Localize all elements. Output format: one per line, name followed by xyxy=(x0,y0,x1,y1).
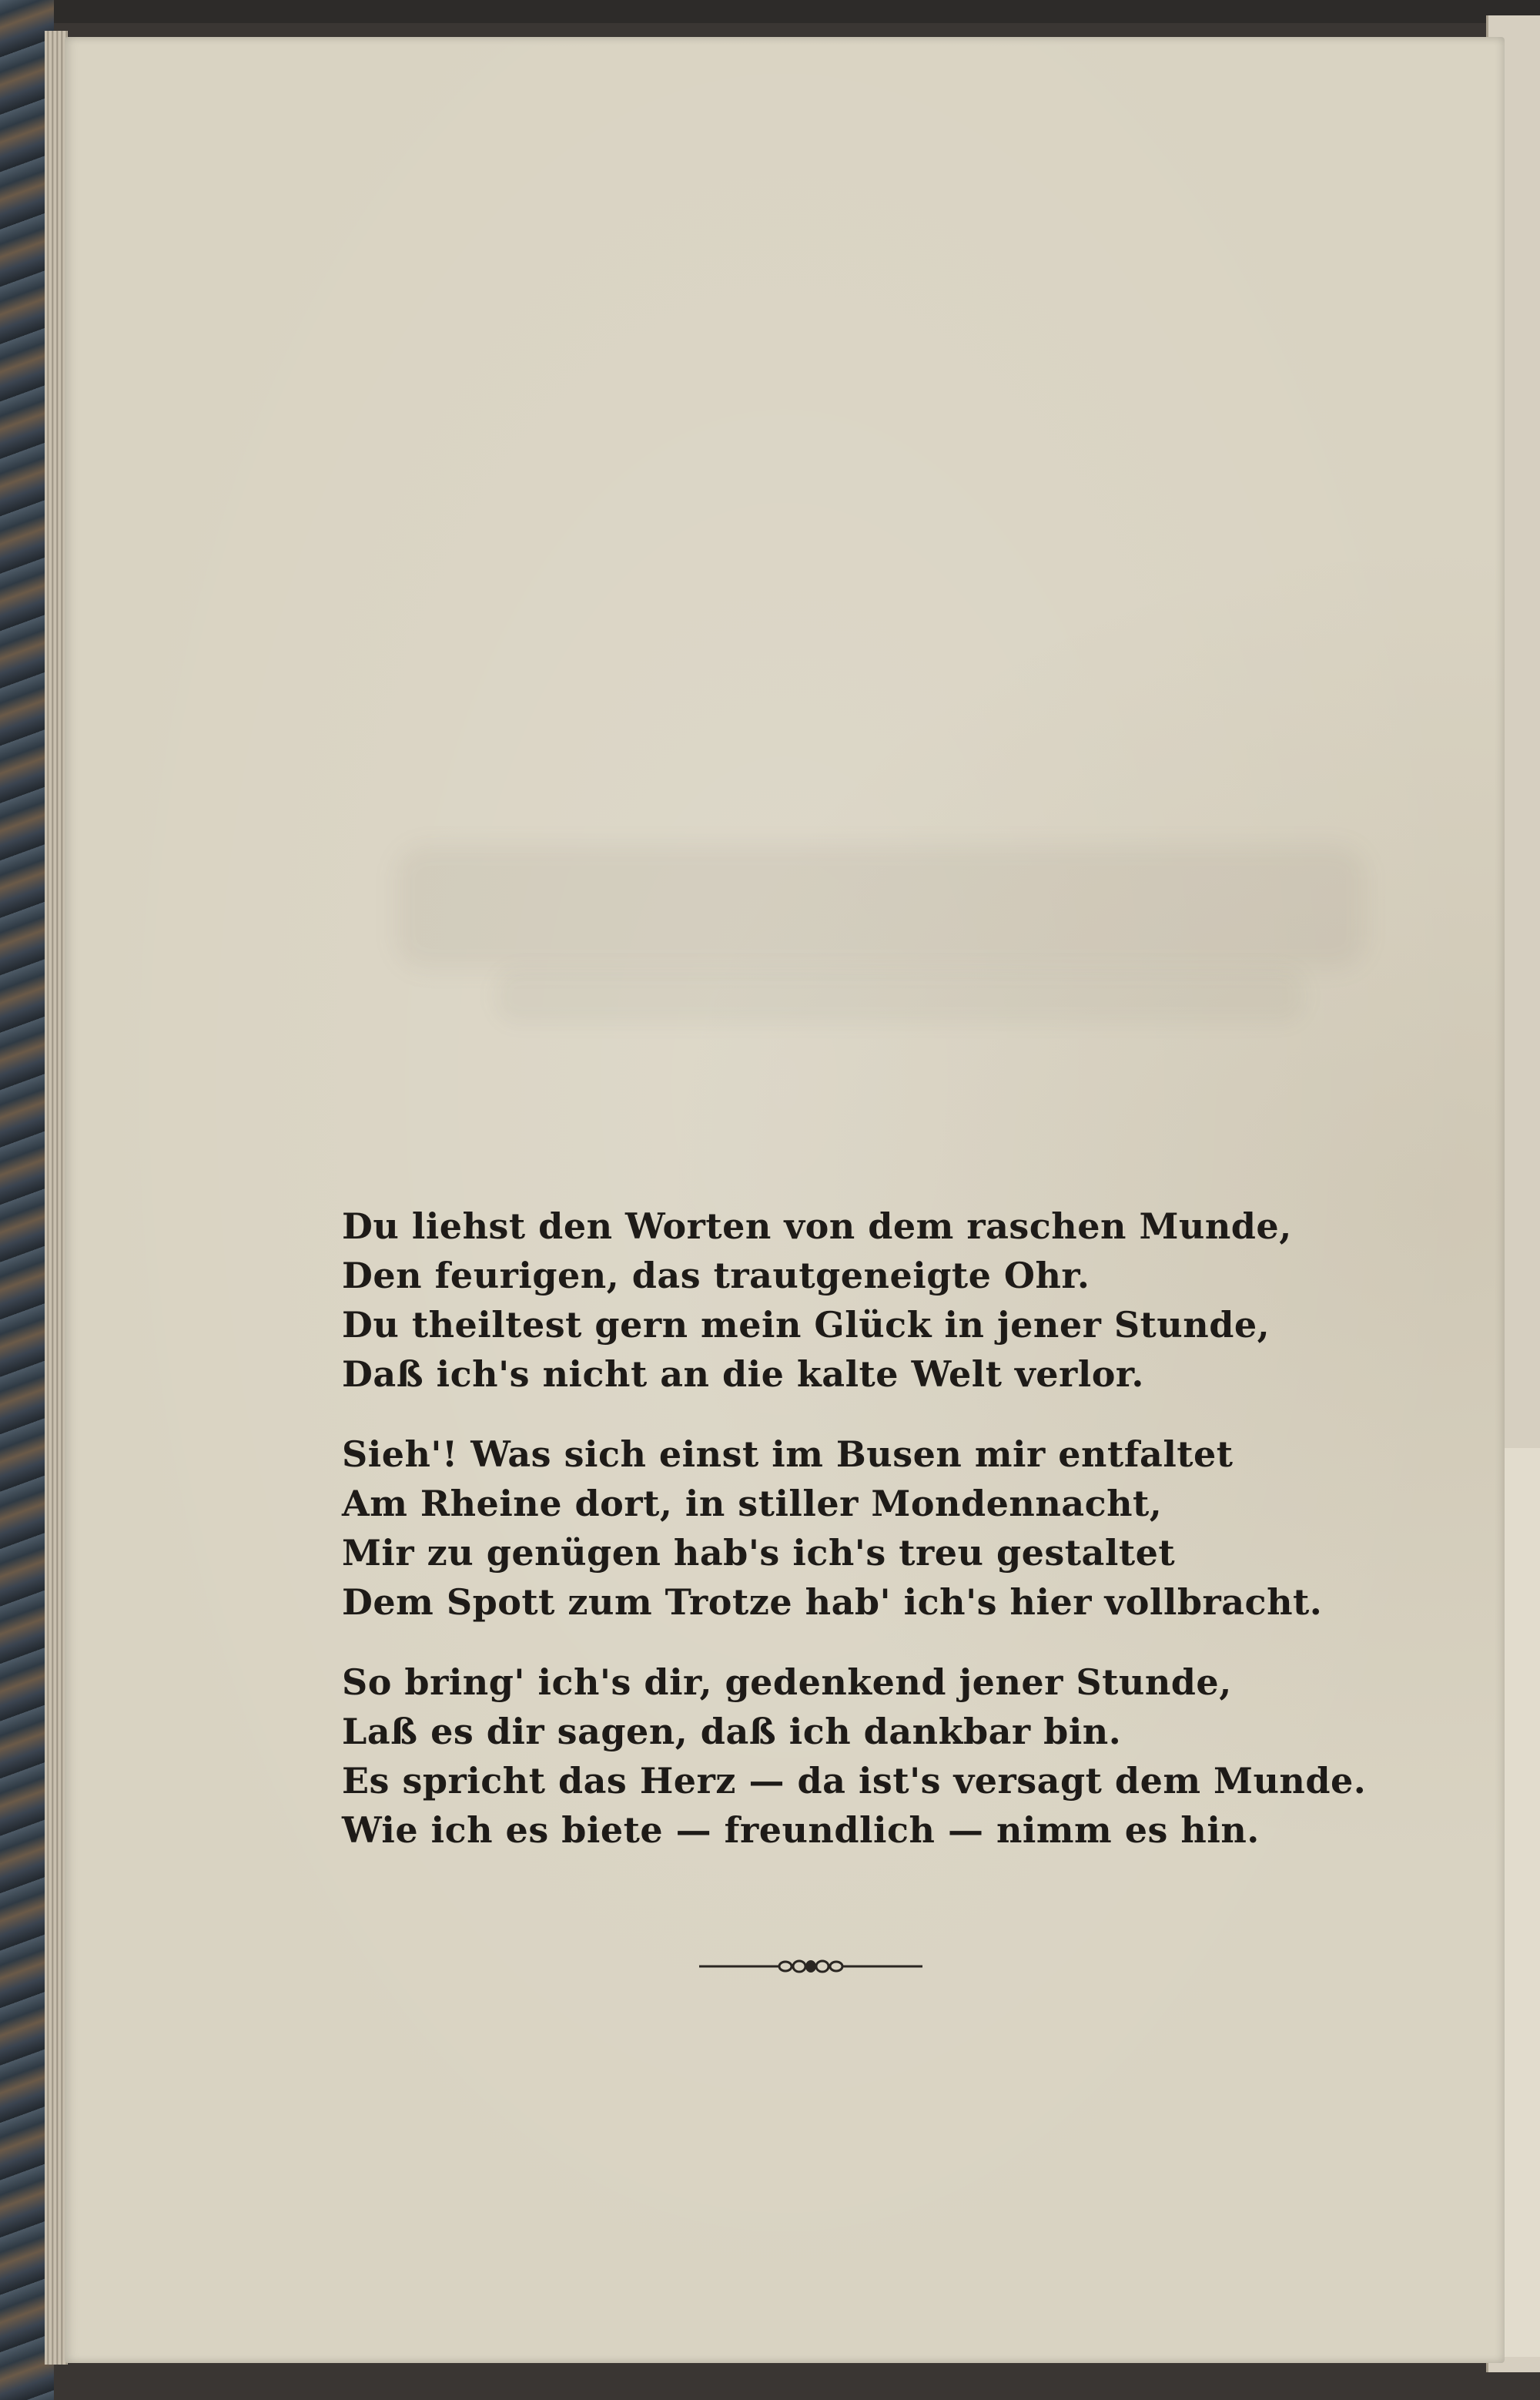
poem-line: Laß es dir sagen, daß ich dankbar bin. xyxy=(342,1711,1122,1752)
poem-line: Dem Spott zum Trotze hab' ich's hier vollbracht. xyxy=(342,1581,1323,1623)
poem-line: Wie ich es biete — freundlich — nimm es hin. xyxy=(342,1809,1260,1851)
ornamental-divider xyxy=(699,1955,922,1978)
dedication-poem xyxy=(342,1202,1367,1885)
poem-line: Mir zu genügen hab's ich's treu gestaltet xyxy=(342,1532,1176,1574)
reverse-side-bleed-through xyxy=(396,846,1366,969)
poem-line: So bring' ich's dir, gedenkend jener Stunde, xyxy=(342,1661,1232,1703)
book-cover-top xyxy=(0,0,1540,23)
reverse-side-bleed-through-subtitle xyxy=(496,969,1304,1023)
poem-line: Den feurigen, das trautgeneigte Ohr. xyxy=(342,1255,1090,1296)
stanza-2 xyxy=(342,1430,1323,1627)
poem-line: Daß ich's nicht an die kalte Welt verlor. xyxy=(342,1353,1144,1395)
poem-line: Es spricht das Herz — da ist's versagt dem Munde. xyxy=(342,1760,1367,1802)
adjacent-page-lower xyxy=(1502,1448,1540,2357)
book-page xyxy=(65,37,1505,2363)
poem-line: Sieh'! Was sich einst im Busen mir entfaltet xyxy=(342,1433,1234,1475)
poem-line: Du theiltest gern mein Glück in jener Stunde, xyxy=(342,1304,1270,1346)
stanza-1 xyxy=(342,1202,1292,1399)
poem-line: Am Rheine dort, in stiller Mondennacht, xyxy=(342,1483,1163,1524)
poem-line: Du liehst den Worten von dem raschen Munde, xyxy=(342,1205,1292,1247)
stanza-3 xyxy=(342,1658,1367,1855)
